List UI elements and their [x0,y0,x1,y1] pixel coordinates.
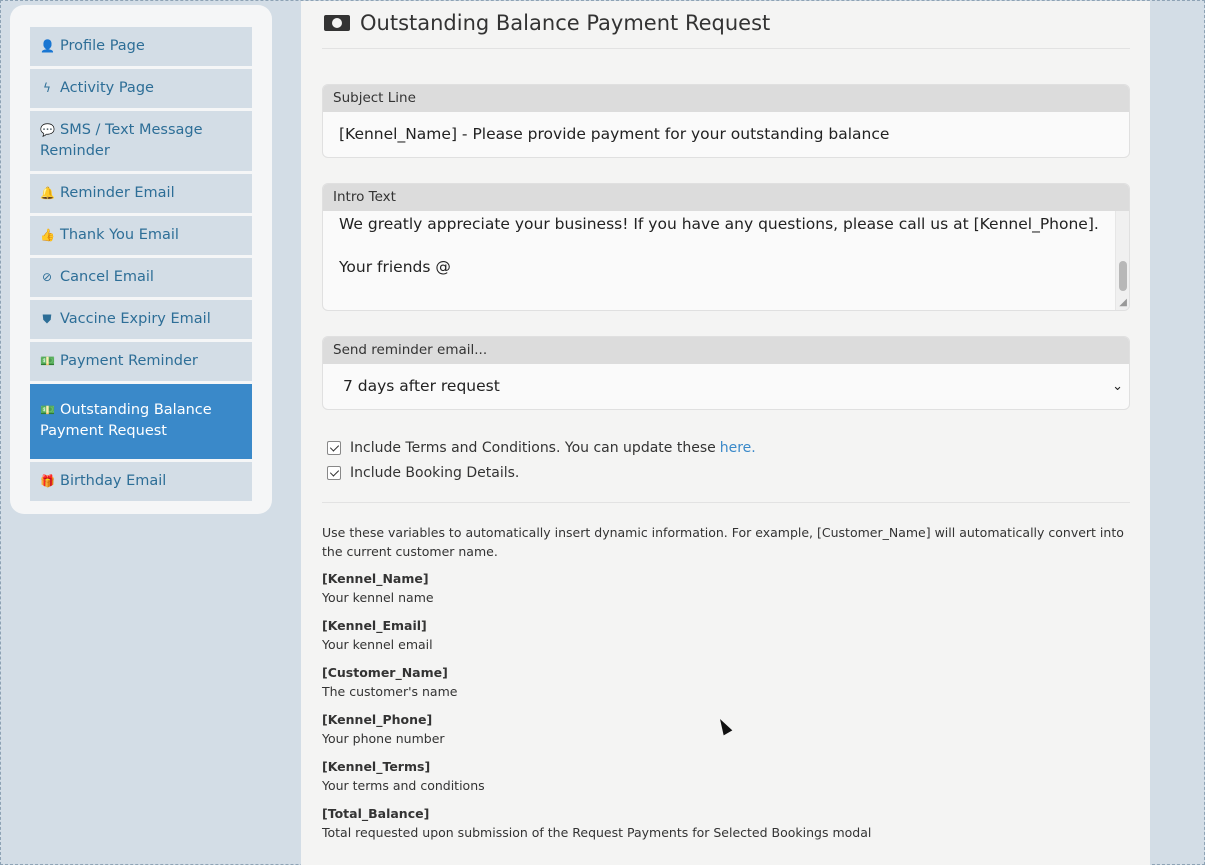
main-panel [301,1,1150,865]
booking-label: Include Booking Details. [350,464,520,481]
sidebar-item-thank-you-email[interactable] [30,216,252,255]
divider [322,502,1130,503]
reminder-label: Send reminder email... [323,337,1129,364]
resize-handle-icon[interactable]: ◢ [1119,297,1127,308]
variable-name: [Kennel_Email] [322,618,427,633]
intro-textarea[interactable] [323,211,1129,278]
variable-desc: Your terms and conditions [322,778,485,793]
sidebar-item-label: Reminder Email [60,185,175,201]
bell-icon: 🔔 [40,186,55,200]
sidebar-item-birthday-email[interactable] [30,462,252,501]
variable-desc: The customer's name [322,684,458,699]
sidebar-item-payment-reminder[interactable] [30,342,252,381]
variable-desc: Your kennel name [322,590,434,605]
variable-item [322,757,1130,795]
chevron-down-icon: ⌄ [1112,379,1123,394]
variable-desc: Your kennel email [322,637,433,652]
sidebar-item-label: Profile Page [60,38,145,54]
variable-name: [Kennel_Name] [322,571,429,586]
subject-field [322,84,1130,158]
variable-item [322,663,1130,701]
money-icon: 💵 [40,403,55,417]
textarea-scrollbar[interactable] [1115,211,1129,311]
money-icon [324,15,350,31]
sidebar-item-label: Birthday Email [60,473,167,489]
variable-name: [Kennel_Phone] [322,712,433,727]
page-header [322,1,1130,49]
sidebar-item-reminder-email[interactable] [30,174,252,213]
sidebar-item-label: Outstanding Balance Payment Request [40,402,212,439]
intro-field [322,183,1130,311]
sidebar-item-label: Payment Reminder [60,353,198,369]
variable-item [322,616,1130,654]
terms-link[interactable]: here. [719,439,756,456]
sidebar-item-label: Cancel Email [60,269,154,285]
sidebar-item-label: SMS / Text Message Reminder [40,122,203,159]
intro-line: We greatly appreciate your business! If you have any questions, please call us at [Kennel_Phone]. [339,215,1099,233]
sidebar-item-cancel-email[interactable] [30,258,252,297]
reminder-field [322,336,1130,410]
gift-icon: 🎁 [40,474,55,488]
sidebar-item-outstanding-balance[interactable] [30,384,252,459]
options-group [322,435,1130,485]
sidebar [10,5,272,514]
bolt-icon: ϟ [43,81,51,95]
intro-line: Your friends @ [339,258,451,276]
reminder-select[interactable] [323,364,1129,409]
terms-checkbox[interactable] [327,441,341,455]
variable-name: [Kennel_Terms] [322,759,431,774]
variable-desc: Total requested upon submission of the Request Payments for Selected Bookings modal [322,825,872,840]
terms-option [327,435,1130,460]
reminder-selected-value: 7 days after request [343,377,500,395]
variable-item [322,804,1130,842]
sidebar-item-vaccine-expiry-email[interactable] [30,300,252,339]
sidebar-item-label: Vaccine Expiry Email [60,311,211,327]
sidebar-item-activity-page[interactable] [30,69,252,108]
terms-label: Include Terms and Conditions. You can update these [350,439,716,456]
user-icon: 👤 [40,39,55,53]
intro-label: Intro Text [323,184,1129,211]
subject-input[interactable]: [Kennel_Name] - Please provide payment for your outstanding balance [339,125,890,143]
sidebar-item-profile-page[interactable] [30,27,252,66]
help-text: Use these variables to automatically insert dynamic information. For example, [Customer_Name] will automatically convert into the current customer name. [322,525,1124,559]
variable-item [322,569,1130,607]
variable-desc: Your phone number [322,731,445,746]
variables-list [322,569,1130,842]
thumbs-up-icon: 👍 [40,228,55,242]
booking-checkbox[interactable] [327,466,341,480]
shield-icon: ⛊ [42,312,52,326]
sidebar-item-label: Thank You Email [60,227,179,243]
ban-icon: ⊘ [41,270,53,284]
money-icon: 💵 [40,354,55,368]
page-title: Outstanding Balance Payment Request [360,10,771,35]
comment-icon: 💬 [40,123,55,137]
sidebar-item-sms-reminder[interactable] [30,111,252,171]
sidebar-item-label: Activity Page [60,80,154,96]
subject-label: Subject Line [323,85,1129,112]
scrollbar-thumb[interactable] [1119,261,1127,291]
variable-name: [Total_Balance] [322,806,430,821]
booking-option [327,460,1130,485]
variable-name: [Customer_Name] [322,665,448,680]
